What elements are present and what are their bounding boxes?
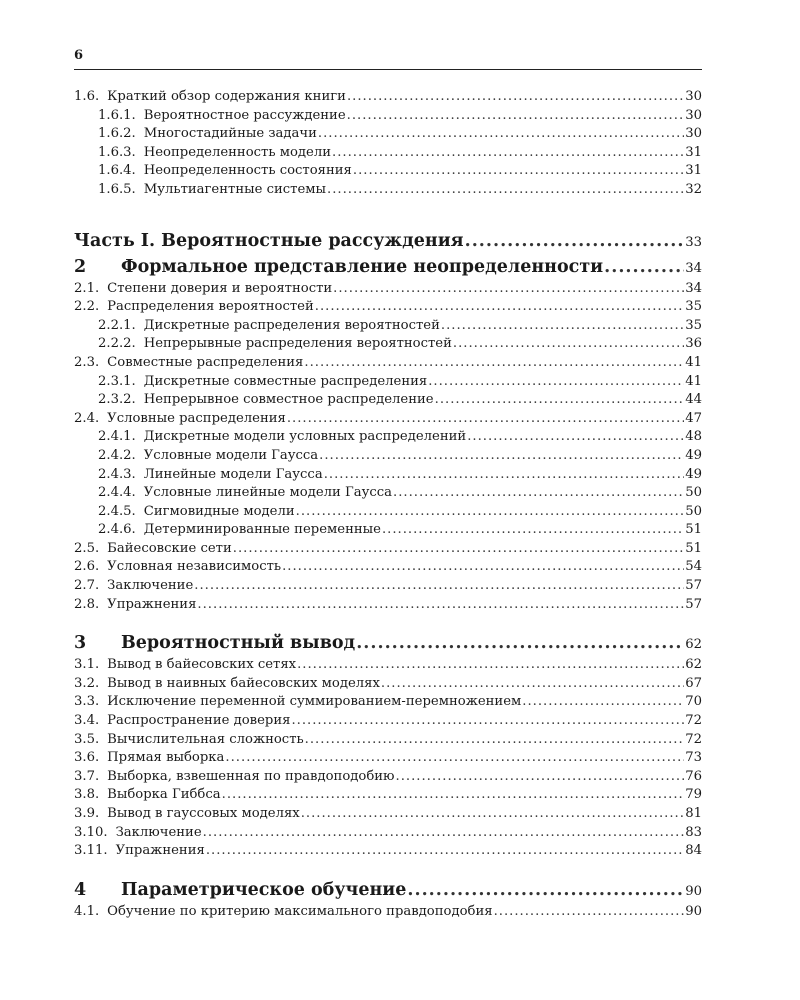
dot-leader — [225, 749, 684, 768]
page-ref: 36 — [685, 336, 702, 352]
dot-leader — [327, 181, 684, 200]
toc-section-entry[interactable] — [74, 824, 702, 843]
page-ref: 54 — [685, 559, 702, 575]
section-title: Заключение — [115, 824, 202, 840]
toc-section-entry[interactable] — [74, 712, 702, 731]
section-number: 1.6.2. — [98, 126, 136, 142]
page-ref: 34 — [685, 260, 702, 276]
section-number: 4.1. — [74, 903, 100, 919]
chapter-number: 2 — [74, 256, 87, 277]
section-number: 3.1. — [74, 657, 100, 673]
section-number: 2.7. — [74, 578, 100, 594]
toc-subsection-entry[interactable] — [74, 125, 702, 144]
header-rule — [74, 69, 702, 70]
toc-subsection-entry[interactable] — [74, 181, 702, 200]
section-title: Линейные модели Гаусса — [143, 466, 323, 482]
section-number: 2.1. — [74, 280, 100, 296]
dot-leader — [353, 162, 684, 181]
toc-subsection-entry[interactable] — [74, 317, 702, 336]
page-ref: 49 — [685, 447, 702, 463]
page-ref: 57 — [685, 596, 702, 612]
section-title: Вывод в байесовских сетях — [107, 657, 297, 673]
part-title: Часть I. Вероятностные рассуждения — [74, 230, 464, 251]
page-ref: 47 — [685, 410, 702, 426]
dot-leader — [194, 577, 684, 596]
page-ref: 30 — [685, 89, 702, 104]
page-ref: 84 — [685, 843, 702, 859]
section-number: 3.11. — [74, 843, 108, 859]
section-title: Выборка Гиббса — [107, 787, 221, 803]
page-ref: 30 — [685, 107, 702, 123]
page-ref: 50 — [685, 503, 702, 519]
section-number: 2.3.1. — [98, 373, 136, 389]
section-title: Многостадийные задачи — [143, 126, 317, 142]
section-title: Сигмовидные модели — [143, 503, 295, 519]
section-number: 2.4.4. — [98, 485, 136, 501]
section-title: Условная независимость — [107, 559, 282, 575]
section-number: 2.3.2. — [98, 392, 136, 408]
dot-leader — [197, 596, 684, 615]
section-number: 2.2. — [74, 299, 100, 315]
section-number: 2.8. — [74, 596, 100, 612]
toc-part-1[interactable] — [74, 228, 702, 254]
section-number: 2.5. — [74, 540, 100, 556]
section-title: Распространение доверия — [107, 713, 291, 729]
chapter-title: Формальное представление неопределенности — [121, 256, 604, 277]
page-ref: 79 — [685, 787, 702, 803]
toc-subsection-entry[interactable] — [74, 107, 702, 126]
dot-leader — [465, 228, 685, 254]
toc-section-entry[interactable] — [74, 577, 702, 596]
page-ref: 62 — [685, 637, 702, 653]
dot-leader — [324, 466, 685, 485]
section-title: Дискретные модели условных распределений — [143, 429, 467, 445]
section-number: 2.4.1. — [98, 429, 136, 445]
section-number: 1.6.4. — [98, 163, 136, 179]
toc-section-entry[interactable] — [74, 805, 702, 824]
dot-leader — [347, 107, 685, 126]
page-number: 6 — [74, 48, 84, 63]
toc-chapter-2-entries — [74, 280, 702, 615]
toc-subsection-entry[interactable] — [74, 162, 702, 181]
chapter-title: Вероятностный вывод — [121, 633, 356, 654]
dot-leader — [356, 630, 684, 656]
toc-section-entry[interactable] — [74, 596, 702, 615]
page-ref: 73 — [685, 750, 702, 766]
toc-section-entry[interactable] — [74, 354, 702, 373]
toc-section-entry[interactable] — [74, 410, 702, 429]
section-number: 3.3. — [74, 694, 100, 710]
dot-leader — [407, 877, 684, 903]
section-title: Детерминированные переменные — [143, 522, 381, 538]
toc-section-entry[interactable] — [74, 786, 702, 805]
chapter-title: Параметрическое обучение — [121, 879, 407, 900]
dot-leader — [393, 484, 684, 503]
toc-section-entry[interactable] — [74, 731, 702, 750]
page-ref: 51 — [685, 522, 702, 538]
dot-leader — [332, 144, 684, 163]
page-ref: 76 — [685, 768, 702, 784]
section-number: 2.2.1. — [98, 317, 136, 333]
section-title: Обучение по критерию максимального правдоподобия — [107, 903, 493, 919]
section-number: 3.4. — [74, 713, 100, 729]
toc-section-1-6 — [74, 88, 702, 200]
page-ref: 34 — [685, 280, 702, 296]
toc-chapter-4[interactable] — [74, 877, 702, 903]
toc-section-entry[interactable] — [74, 298, 702, 317]
section-title: Исключение переменной суммированием-перемножением — [107, 694, 522, 710]
dot-leader — [333, 280, 684, 299]
toc-subsection-entry[interactable] — [74, 428, 702, 447]
section-title: Краткий обзор содержания книги — [107, 89, 346, 104]
table-of-contents — [74, 88, 702, 921]
section-number: 2.2.2. — [98, 336, 136, 352]
toc-section-entry[interactable] — [74, 693, 702, 712]
section-title: Выборка, взвешенная по правдоподобию — [107, 768, 395, 784]
dot-leader — [347, 88, 684, 107]
page-ref: 70 — [685, 694, 702, 710]
section-title: Вычислительная сложность — [107, 731, 304, 747]
section-title: Дискретные совместные распределения — [143, 373, 428, 389]
toc-subsection-entry[interactable] — [74, 391, 702, 410]
section-title: Мультиагентные системы — [143, 181, 327, 197]
page-ref: 67 — [685, 675, 702, 691]
toc-chapter-3-entries — [74, 656, 702, 861]
page-ref: 50 — [685, 485, 702, 501]
toc-subsection-entry[interactable] — [74, 466, 702, 485]
section-title: Неопределенность модели — [143, 144, 331, 160]
page-ref: 41 — [685, 354, 702, 370]
section-title: Условные распределения — [107, 410, 286, 426]
section-title: Вывод в наивных байесовских моделях — [107, 675, 380, 691]
dot-leader — [297, 656, 684, 675]
toc-section-entry[interactable] — [74, 88, 702, 107]
page-ref: 35 — [685, 317, 702, 333]
dot-leader — [381, 675, 684, 694]
dot-leader — [428, 373, 684, 392]
toc-section-entry[interactable] — [74, 558, 702, 577]
section-title: Непрерывные распределения вероятностей — [143, 336, 452, 352]
dot-leader — [604, 254, 684, 280]
dot-leader — [296, 503, 685, 522]
section-title: Упражнения — [107, 596, 197, 612]
section-title: Вероятностное рассуждение — [143, 107, 346, 123]
section-title: Вывод в гауссовых моделях — [107, 806, 300, 821]
page-ref: 35 — [685, 299, 702, 315]
dot-leader — [467, 428, 684, 447]
page-ref: 83 — [685, 824, 702, 840]
toc-subsection-entry[interactable] — [74, 521, 702, 540]
page-ref: 90 — [685, 903, 702, 919]
section-number: 3.2. — [74, 675, 100, 691]
section-number: 2.4.3. — [98, 466, 136, 482]
page-ref: 90 — [685, 883, 702, 899]
section-title: Прямая выборка — [107, 750, 225, 766]
page-ref: 51 — [685, 540, 702, 556]
page-ref: 33 — [685, 234, 702, 250]
section-title: Совместные распределения — [107, 354, 304, 370]
dot-leader — [282, 558, 684, 577]
page-ref: 31 — [685, 144, 702, 160]
dot-leader — [301, 805, 685, 824]
section-title: Условные линейные модели Гаусса — [143, 485, 392, 501]
toc-section-entry[interactable] — [74, 749, 702, 768]
dot-leader — [318, 125, 684, 144]
page-ref: 44 — [685, 392, 702, 408]
dot-leader — [435, 391, 685, 410]
section-number: 2.4.5. — [98, 503, 136, 519]
dot-leader — [315, 298, 684, 317]
toc-section-entry[interactable] — [74, 280, 702, 299]
section-title: Заключение — [107, 578, 194, 594]
toc-subsection-entry[interactable] — [74, 447, 702, 466]
section-number: 2.6. — [74, 559, 100, 575]
section-number: 3.10. — [74, 824, 108, 840]
section-title: Условные модели Гаусса — [143, 447, 319, 463]
section-number: 1.6.3. — [98, 144, 136, 160]
section-number: 2.4. — [74, 410, 100, 426]
dot-leader — [382, 521, 684, 540]
section-number: 3.8. — [74, 787, 100, 803]
section-title: Непрерывное совместное распределение — [143, 392, 434, 408]
toc-section-entry[interactable] — [74, 903, 702, 922]
toc-chapter-3[interactable] — [74, 630, 702, 656]
chapter-number: 4 — [74, 879, 87, 900]
section-number: 3.6. — [74, 750, 100, 766]
dot-leader — [319, 447, 684, 466]
dot-leader — [206, 842, 684, 861]
toc-chapter-4-entries — [74, 903, 702, 922]
page-ref: 41 — [685, 373, 702, 389]
section-title: Степени доверия и вероятности — [107, 280, 333, 296]
section-number: 1.6.5. — [98, 181, 136, 197]
section-title: Дискретные распределения вероятностей — [143, 317, 440, 333]
page-ref: 48 — [685, 429, 702, 445]
dot-leader — [233, 540, 684, 559]
dot-leader — [453, 335, 684, 354]
section-number: 3.5. — [74, 731, 100, 747]
toc-section-entry[interactable] — [74, 842, 702, 861]
dot-leader — [304, 354, 684, 373]
toc-section-entry[interactable] — [74, 675, 702, 694]
toc-section-entry[interactable] — [74, 540, 702, 559]
page-ref: 72 — [685, 713, 702, 729]
toc-subsection-entry[interactable] — [74, 144, 702, 163]
toc-subsection-entry[interactable] — [74, 484, 702, 503]
section-title: Распределения вероятностей — [107, 299, 314, 315]
section-number: 1.6. — [74, 89, 100, 104]
dot-leader — [305, 731, 685, 750]
page-ref: 31 — [685, 163, 702, 179]
chapter-number: 3 — [74, 633, 87, 654]
section-number: 3.9. — [74, 806, 100, 821]
dot-leader — [441, 317, 684, 336]
toc-subsection-entry[interactable] — [74, 373, 702, 392]
page-ref: 57 — [685, 578, 702, 594]
page-ref: 32 — [685, 181, 702, 197]
dot-leader — [291, 712, 684, 731]
dot-leader — [222, 786, 685, 805]
dot-leader — [522, 693, 684, 712]
dot-leader — [494, 903, 685, 922]
section-number: 2.3. — [74, 354, 100, 370]
page-ref: 72 — [685, 731, 702, 747]
toc-subsection-entry[interactable] — [74, 335, 702, 354]
section-title: Байесовские сети — [107, 540, 232, 556]
section-number: 2.4.6. — [98, 522, 136, 538]
section-number: 3.7. — [74, 768, 100, 784]
dot-leader — [287, 410, 684, 429]
toc-section-entry[interactable] — [74, 768, 702, 787]
section-title: Упражнения — [115, 843, 205, 859]
page-ref: 81 — [685, 806, 702, 821]
section-title: Неопределенность состояния — [143, 163, 352, 179]
toc-subsection-entry[interactable] — [74, 503, 702, 522]
section-number: 1.6.1. — [98, 107, 136, 123]
dot-leader — [203, 824, 685, 843]
dot-leader — [396, 768, 685, 787]
page-ref: 30 — [685, 126, 702, 142]
page-ref: 62 — [685, 657, 702, 673]
section-number: 2.4.2. — [98, 447, 136, 463]
toc-section-entry[interactable] — [74, 656, 702, 675]
page-ref: 49 — [685, 466, 702, 482]
toc-chapter-2[interactable] — [74, 254, 702, 280]
